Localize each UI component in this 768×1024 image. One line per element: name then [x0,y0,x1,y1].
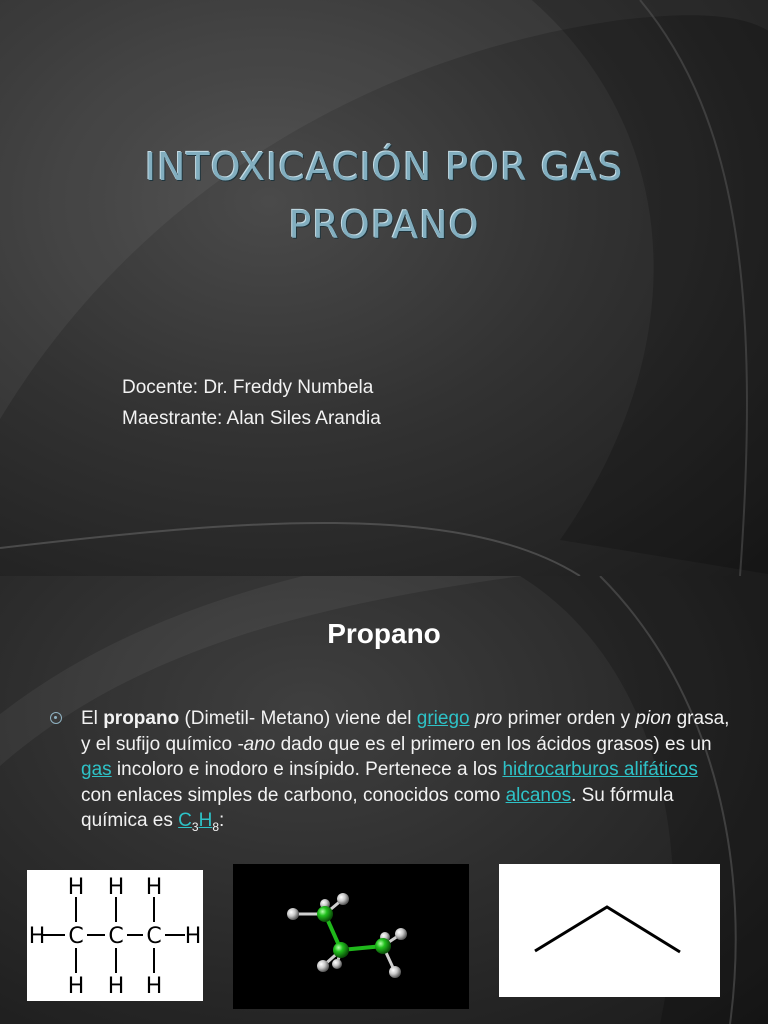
link-formula-c[interactable]: C [178,810,192,831]
carbon-atom [375,938,391,954]
hydrogen-atom [337,893,349,905]
atom-h: H [145,974,163,999]
atom-h: H [145,875,163,900]
text-segment: grasa, y el sufijo químico [81,708,730,755]
atom-h: H [67,974,85,999]
ball-and-stick-model-image [233,864,469,1009]
italic-pion: pion [635,708,672,729]
docente-line: Docente: Dr. Freddy Numbela [122,377,374,398]
atom-h: H [107,974,125,999]
hydrogen-atom [332,959,342,969]
text-segment: (Dimetil- Metano) viene del [179,708,417,729]
link-gas[interactable]: gas [81,759,112,780]
hydrogen-atom [389,966,401,978]
propano-paragraph [81,706,731,840]
bold-propano: propano [103,708,180,729]
structural-formula-image [27,870,203,1001]
link-griego[interactable]: griego [416,708,470,729]
italic-pro: pro [474,708,503,729]
hydrogen-atom [395,928,407,940]
hydrogen-atom [317,960,329,972]
title-line-1: INTOXICACIÓN POR GAS [144,145,624,189]
atom-c: C [146,924,162,949]
propane-skeletal-formula [499,864,720,997]
atom-h: H [67,875,85,900]
carbon-atom [333,942,349,958]
bullet-icon [50,712,62,724]
hydrogen-atom [287,908,299,920]
atom-h: H [184,924,202,949]
text-segment: dado que es el primero en los ácidos grasos) es un [275,733,712,755]
text-segment: . Su fórmula química es [81,784,674,831]
text-segment: : [219,810,225,831]
text-segment: incoloro e inodoro e insípido. Pertenece a los [111,759,503,780]
text-segment: El [81,708,104,729]
text-segment: con enlaces simples de carbono, conocidos como [81,784,506,806]
content-slide [0,576,768,1024]
link-hidrocarburos-alifaticos[interactable]: hidrocarburos alifáticos [502,759,698,780]
atom-h: H [28,924,46,949]
maestrante-line: Maestrante: Alan Siles Arandia [122,408,381,429]
carbon-atom [317,906,333,922]
presentation-title [60,138,708,254]
formula-subscript-8: 8 [212,819,219,834]
atom-c: C [68,924,84,949]
text-segment: primer orden y [502,708,636,729]
italic-ano: -ano [237,733,276,755]
propane-structural-formula [27,870,203,1001]
link-alcanos[interactable]: alcanos [505,784,572,806]
atom-c: C [108,924,124,949]
link-formula-h[interactable]: H [198,810,213,831]
title-line-2: PROPANO [288,203,480,247]
propane-3d-model [233,864,469,1009]
slide-title: Propano [327,618,441,649]
skeletal-formula-image [499,864,720,997]
formula-subscript-3: 3 [191,819,199,834]
atom-h: H [107,875,125,900]
